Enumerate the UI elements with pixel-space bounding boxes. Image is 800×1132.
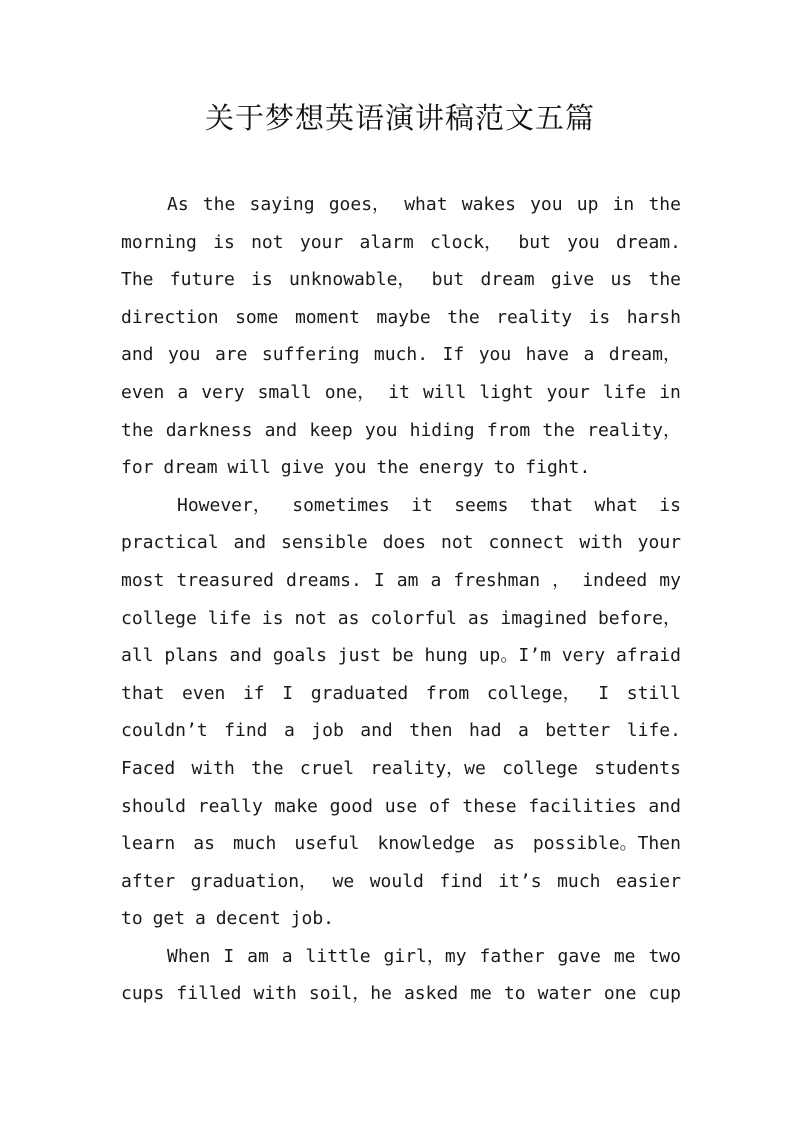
text-line: should really make good use of these facilities and [121, 795, 681, 817]
paragraph [121, 186, 681, 487]
text-line: cups filled with soil，he asked me to water one cup [121, 983, 681, 1005]
text-line: When I am a little girl，my father gave me two [167, 945, 681, 967]
text-line: college life is not as colorful as imagined before， [121, 607, 681, 629]
text-line: direction some moment maybe the reality is harsh [121, 306, 681, 328]
paragraph [121, 938, 681, 1013]
text-line: However， sometimes it seems that what is [177, 494, 681, 516]
text-line: after graduation， we would find it’s much easier [121, 870, 681, 892]
text-line: learn as much useful knowledge as possible。Then [121, 833, 681, 855]
text-line: for dream will give you the energy to fight. [121, 457, 591, 479]
text-line: couldn’t find a job and then had a better life. [121, 720, 681, 742]
document-body [121, 186, 681, 1013]
text-line: the darkness and keep you hiding from the reality， [121, 419, 681, 441]
paragraph [121, 487, 681, 938]
document-title: 关于梦想英语演讲稿范文五篇 [204, 101, 595, 135]
text-line: Faced with the cruel reality，we college students [121, 757, 681, 779]
text-line: all plans and goals just be hung up。I’m very afraid [121, 645, 681, 667]
text-line: As the saying goes， what wakes you up in the [167, 194, 681, 215]
text-line: morning is not your alarm clock， but you dream. [121, 231, 681, 253]
text-line: The future is unknowable， but dream give us the [121, 269, 681, 291]
text-line: practical and sensible does not connect with your [121, 532, 681, 554]
text-line: and you are suffering much. If you have a dream， [121, 344, 681, 366]
text-line: even a very small one， it will light your life in [121, 381, 681, 403]
text-line: most treasured dreams. I am a freshman ， indeed my [121, 569, 681, 591]
text-line: to get a decent job. [121, 908, 334, 930]
text-line: that even if I graduated from college， I still [121, 682, 681, 704]
